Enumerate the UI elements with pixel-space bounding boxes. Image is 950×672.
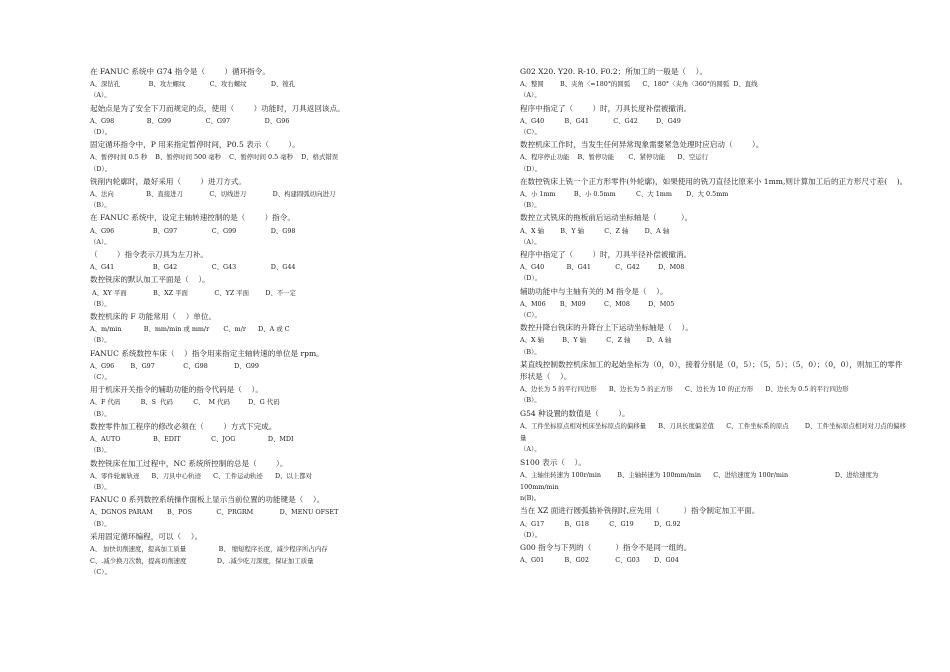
question-stem: 数控铣床在加工过程中，NC 系统所控制的总是（ ）。	[90, 458, 288, 468]
question-stem: 采用固定循环编程，可以（ ）。	[90, 531, 203, 541]
answer-key: （A）。	[520, 91, 541, 100]
question-item	[90, 212, 485, 248]
question-item	[90, 384, 485, 420]
question-stem: 数控铣床的默认加工平面是（ ）。	[90, 275, 210, 285]
answer-options: A、主轴住转速为 100r/min B、主轴转速为 100mm/min C、进给速度为 100r/min D、进给速度为 100mm/min	[520, 470, 881, 491]
answer-options: A、G96 B、G97 C、G98 D、G99	[90, 361, 259, 370]
answer-key: （D）。	[90, 164, 112, 173]
answer-key: （A）。	[90, 237, 111, 246]
answer-key: （C）。	[520, 311, 541, 320]
question-item	[520, 286, 908, 322]
answer-options: A、XY 平面 B、XZ 平面 C、YZ 平面 D、不一定	[90, 288, 297, 297]
answer-key: （B）。	[90, 336, 111, 345]
question-item	[520, 542, 908, 566]
answer-key: （D）。	[520, 274, 542, 283]
answer-options: A、工件坐标原点相对机床坐标原点的偏移量 B、刀具长度偏差值 C、工件坐标系的原点 D、工件坐标原点相对对刀点的偏移量	[520, 421, 906, 443]
question-stem: 数控机床工作时，当发生任何异常现象需要紧急处理时应启动（ ）。	[520, 140, 764, 150]
answer-key: （C）。	[520, 128, 541, 137]
question-stem: 在数控铣床上铣一个正方形零件(外轮廓)，如果使用的铣刀直径比原来小 1mm,则计算加工后的正方形尺寸差( )。	[520, 176, 908, 186]
answer-options: A、G01 B、G02 C、G03 D、G04	[520, 556, 679, 565]
answer-key: （A）。	[520, 445, 541, 454]
answer-key: （B）。	[90, 519, 111, 528]
answer-options: A、DGNOS PARAM B、POS C、PRGRM D、MENU OFSET	[90, 508, 339, 517]
answer-key: （D）。	[520, 164, 542, 173]
answer-options: A、 加快切削速度，提高加工质量 B、 缩短程序长度，减少程序所占内存 C、.减少换刀次数，提高切削速度 D、.减少吃刀深度，保证加工质量	[90, 544, 328, 566]
answer-options: A、暂停时间 0.5 秒 B、暂停时间 500 毫秒 C、暂停时间 0.5 毫秒 D、格式错误	[90, 153, 339, 162]
question-item	[90, 531, 485, 579]
answer-options: A、G17 B、G18 C、G19 D、G.92	[520, 519, 681, 528]
right-column	[520, 66, 908, 567]
answer-key: （C）。	[90, 568, 111, 577]
question-item	[520, 457, 908, 505]
question-item	[520, 212, 908, 248]
answer-options: A、G98 B、G99 C、G97 D、G96	[90, 116, 290, 125]
answer-key: （B）。	[90, 409, 111, 418]
question-stem: 用于机床开关指令的辅助功能的指令代码是（ ）。	[90, 385, 263, 395]
question-item	[90, 274, 485, 310]
question-item	[90, 249, 485, 273]
question-stem: 数控零件加工程序的修改必须在（ ）方式下完成。	[90, 421, 277, 431]
question-stem: 程序中指定了（ ）时，刀具长度补偿被撤消。	[520, 103, 692, 113]
answer-key: （B）。	[90, 201, 111, 210]
question-item	[90, 421, 485, 457]
question-stem: 辅助功能中与主轴有关的 M 指令是（ ）。	[520, 286, 668, 296]
question-item	[90, 103, 485, 139]
question-item	[520, 359, 908, 407]
left-column	[90, 66, 485, 580]
question-stem: G00 指令与下列的（ ）指令不是同一组的。	[520, 542, 692, 552]
answer-key: （A）。	[90, 91, 111, 100]
answer-key: （B）。	[520, 201, 541, 210]
question-item	[520, 66, 908, 102]
question-item	[90, 311, 485, 347]
question-item	[520, 139, 908, 175]
question-stem: 在 FANUC 系统中 G74 指令是（ ）循环指令。	[90, 67, 270, 76]
answer-options: A、X 轴 B、Y 轴 C、Z 轴 D、A 轴	[520, 336, 672, 345]
question-stem: S100 表示（ ）。	[520, 457, 586, 467]
answer-options: A、程序停止功能 B、暂停功能 C、紧停功能 D、空运行	[520, 153, 709, 162]
question-item	[90, 139, 485, 175]
answer-key: （D）。	[90, 128, 112, 137]
answer-options: A、零件轮廓轨迹 B、刀具中心轨迹 C、工件运动轨迹 D、以上都对	[90, 471, 313, 480]
question-item	[90, 176, 485, 212]
question-item	[520, 176, 908, 212]
answer-options: A、AUTO B、EDIT C、JOG D、MDI	[90, 435, 294, 444]
answer-options: A、边长为 5 的平行四边形 B、边长为 5 的正方形 C、边长为 10 的正方形 D、边长为 0.5 的平行四边形	[520, 385, 849, 394]
answer-key: （B）。	[90, 446, 111, 455]
answer-key: （B）。	[520, 347, 541, 356]
question-stem: 固定循环指令中，P 用来指定暂停时间，P0.5 表示（ ）。	[90, 140, 300, 150]
answer-key: （D）。	[520, 530, 542, 539]
question-item	[520, 103, 908, 139]
question-item	[520, 249, 908, 285]
question-stem: 某直线控制数控机床加工的起始坐标为（0，0），接着分别是（0，5）；（5，5）；（5，0）；（0，0），则加工的零件形状是（ ）。	[520, 359, 903, 382]
answer-key: （C）。	[90, 373, 111, 382]
answer-key: （B）。	[90, 299, 111, 308]
answer-key: （A）。	[520, 237, 541, 246]
question-item	[90, 494, 485, 530]
answer-options: A、深钻孔 B、攻左螺纹 C、攻右螺纹 D、镗孔	[90, 80, 296, 89]
question-stem: 数控升降台铣床的升降台上下运动坐标轴是（ ）。	[520, 323, 693, 333]
answer-options: A、F 代码 B、S 代码 C、 M 代码 D、G 代码	[90, 398, 280, 407]
question-stem: 当在 XZ 面进行圆弧插补铣削时,应先用（ ）指令制定加工平面。	[520, 506, 760, 516]
answer-options: A、G40 B、G41 C、G42 D、G49	[520, 116, 681, 125]
question-item	[520, 505, 908, 541]
question-stem: 在 FANUC 系统中，设定主轴转速控制的是（ ）指令。	[90, 213, 295, 223]
answer-options: A、M06 B、M09 C、M08 D、M05	[520, 299, 675, 308]
question-item	[520, 322, 908, 358]
question-stem: FANUC 系统数控车床（ ）指令用来指定主轴转速的单位是 rpm。	[90, 348, 324, 358]
answer-key: （B）。	[520, 396, 541, 405]
question-item	[90, 348, 485, 384]
answer-options: A、G40 B、G41 C、G42 D、M08	[520, 263, 685, 272]
question-stem: G02 X20. Y20. R-10. F0.2；所加工的一般是（ ）。	[520, 67, 708, 76]
question-item	[90, 458, 485, 494]
question-stem: G54 种设置的数值是（ ）。	[520, 408, 630, 418]
question-stem: 铣削内轮廓时，最好采用（ ）进刀方式。	[90, 176, 246, 186]
question-item	[90, 66, 485, 102]
question-stem: （ ）指令表示刀具为左刀补。	[90, 250, 209, 260]
answer-key: n(B)。	[520, 494, 541, 503]
answer-options: A、G96 B、G97 C、G99 D、G98	[90, 226, 296, 235]
question-item	[520, 408, 908, 456]
question-stem: 程序中指定了（ ）时，刀具半径补偿被撤消。	[520, 250, 692, 260]
question-stem: 数控机床的 F 功能常用（ ）单位。	[90, 312, 217, 322]
answer-options: A、G41 B、G42 C、G43 D、G44	[90, 263, 296, 272]
answer-options: A、X 轴 B、Y 轴 C、Z 轴 D、A 轴	[520, 226, 670, 235]
question-stem: 数控立式铣床的拖板前后运动坐标轴是（ ）。	[520, 213, 693, 223]
answer-options: A、法向 B、直接进刀 C、切线进刀 D、构建圆弧切向进刀	[90, 190, 336, 199]
answer-options: A、m/min B、mm/min 或 mm/r C、m/r D、A 或 C	[90, 325, 290, 334]
answer-key: （B）。	[90, 482, 111, 491]
question-stem: 起始点是为了安全下刀而规定的点，使用（ ）功能时，刀具返回该点。	[90, 103, 345, 113]
answer-options: A、整圆 B、夹角〈=180°的圆弧 C、180°〈夹角〈360°的圆弧 D、直线	[520, 80, 758, 89]
question-stem: FANUC 0 系列数控系统操作面板上显示当前位置的功能键是（ ）。	[90, 495, 325, 505]
answer-options: A、小 1mm B、小 0.5mm C、大 1mm D、大 0.5mm	[520, 190, 729, 199]
